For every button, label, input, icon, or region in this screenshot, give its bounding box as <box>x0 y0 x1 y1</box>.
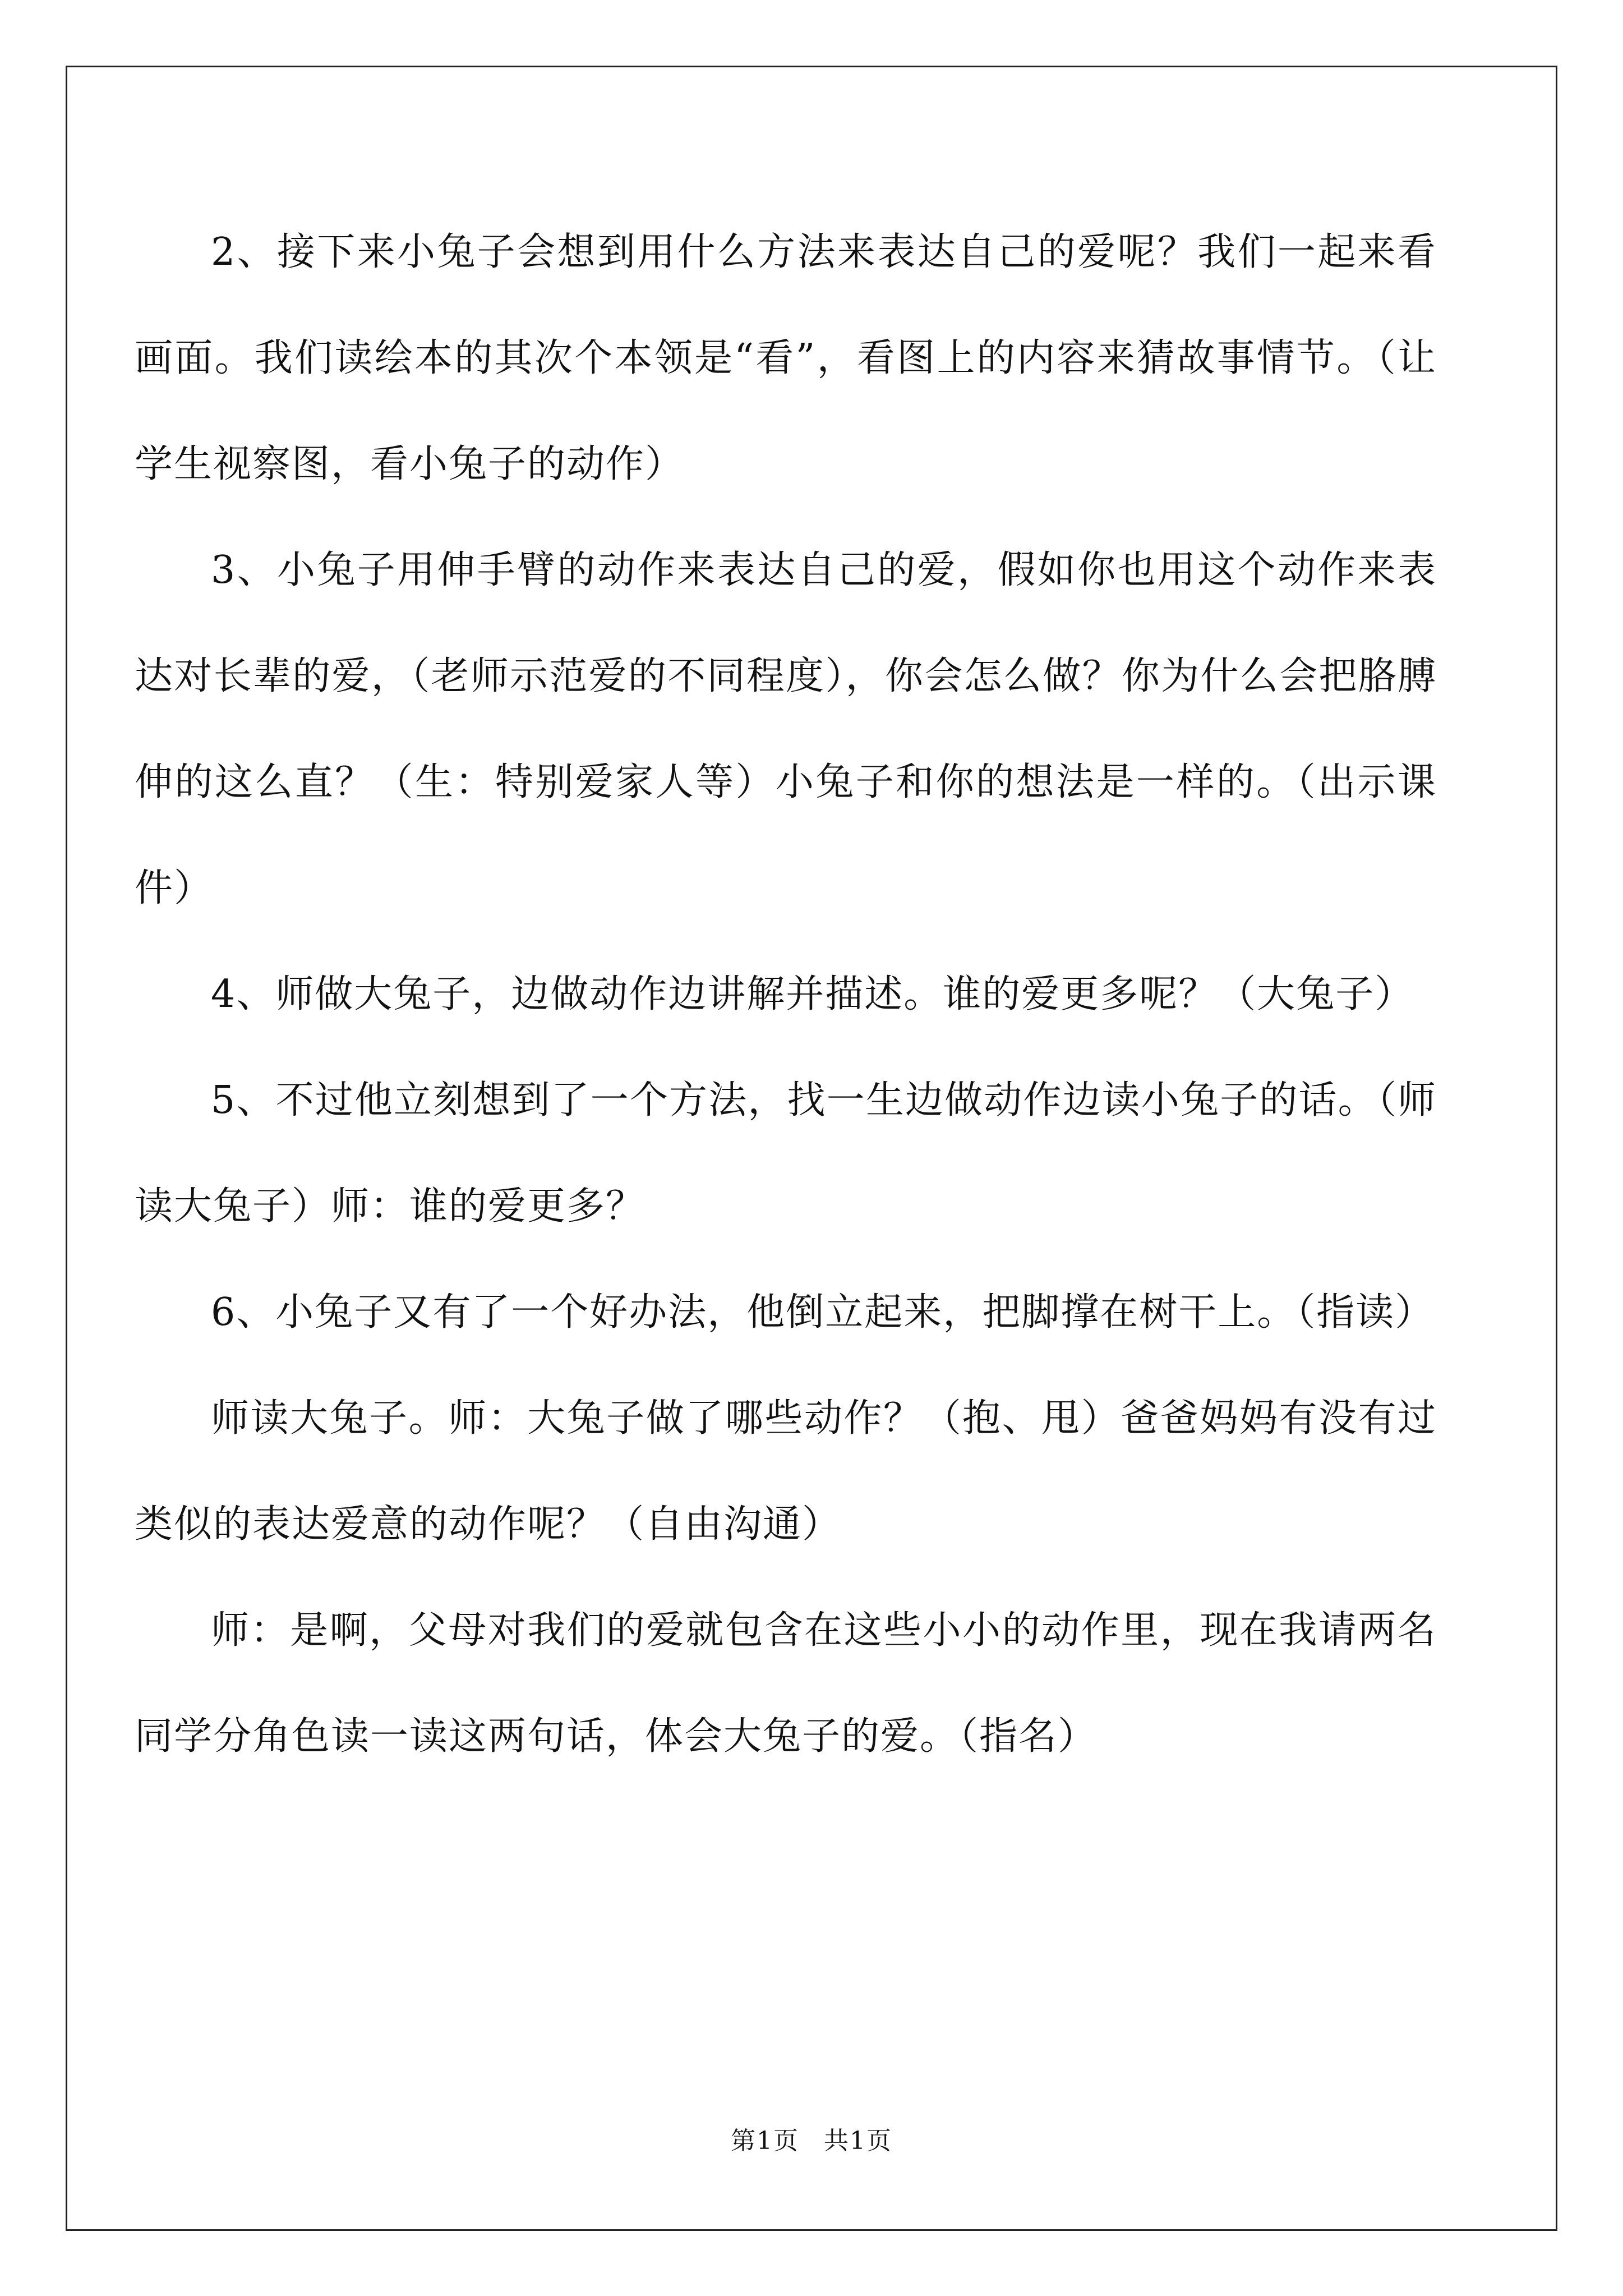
paragraph-2: 3、小兔子用伸手臂的动作来表达自己的爱，假如你也用这个动作来表达对长辈的爱，（老师示范爱的不同程度），你会怎么做？你为什么会把胳膊伸的这么直？（生：特别爱家人等）小兔子和你的想法是一样的。（出示课件） <box>135 548 1437 910</box>
document-body <box>135 199 1437 1789</box>
paragraph-7: 师：是啊，父母对我们的爱就包含在这些小小的动作里，现在我请两名同学分角色读一读这两句话，体会大兔子的爱。（指名） <box>135 1608 1437 1759</box>
paragraph-6: 师读大兔子。师：大兔子做了哪些动作？（抱、甩）爸爸妈妈有没有过类似的表达爱意的动作呢？（自由沟通） <box>135 1396 1437 1547</box>
paragraph-5: 6、小兔子又有了一个好办法，他倒立起来，把脚撑在树干上。（指读） <box>211 1290 1435 1335</box>
paragraph-1: 2、接下来小兔子会想到用什么方法来表达自己的爱呢？我们一起来看画面。我们读绘本的其次个本领是“看”，看图上的内容来猜故事情节。（让学生视察图，看小兔子的动作） <box>135 230 1437 486</box>
page-footer <box>0 2120 1623 2156</box>
page-number-total: 共1页 <box>824 2127 892 2155</box>
page-number-current: 第1页 <box>731 2127 799 2155</box>
paragraph-3: 4、师做大兔子，边做动作边讲解并描述。谁的爱更多呢？（大兔子） <box>211 972 1414 1016</box>
paragraph-4: 5、不过他立刻想到了一个方法，找一生边做动作边读小兔子的话。（师读大兔子）师：谁的爱更多？ <box>135 1078 1437 1228</box>
